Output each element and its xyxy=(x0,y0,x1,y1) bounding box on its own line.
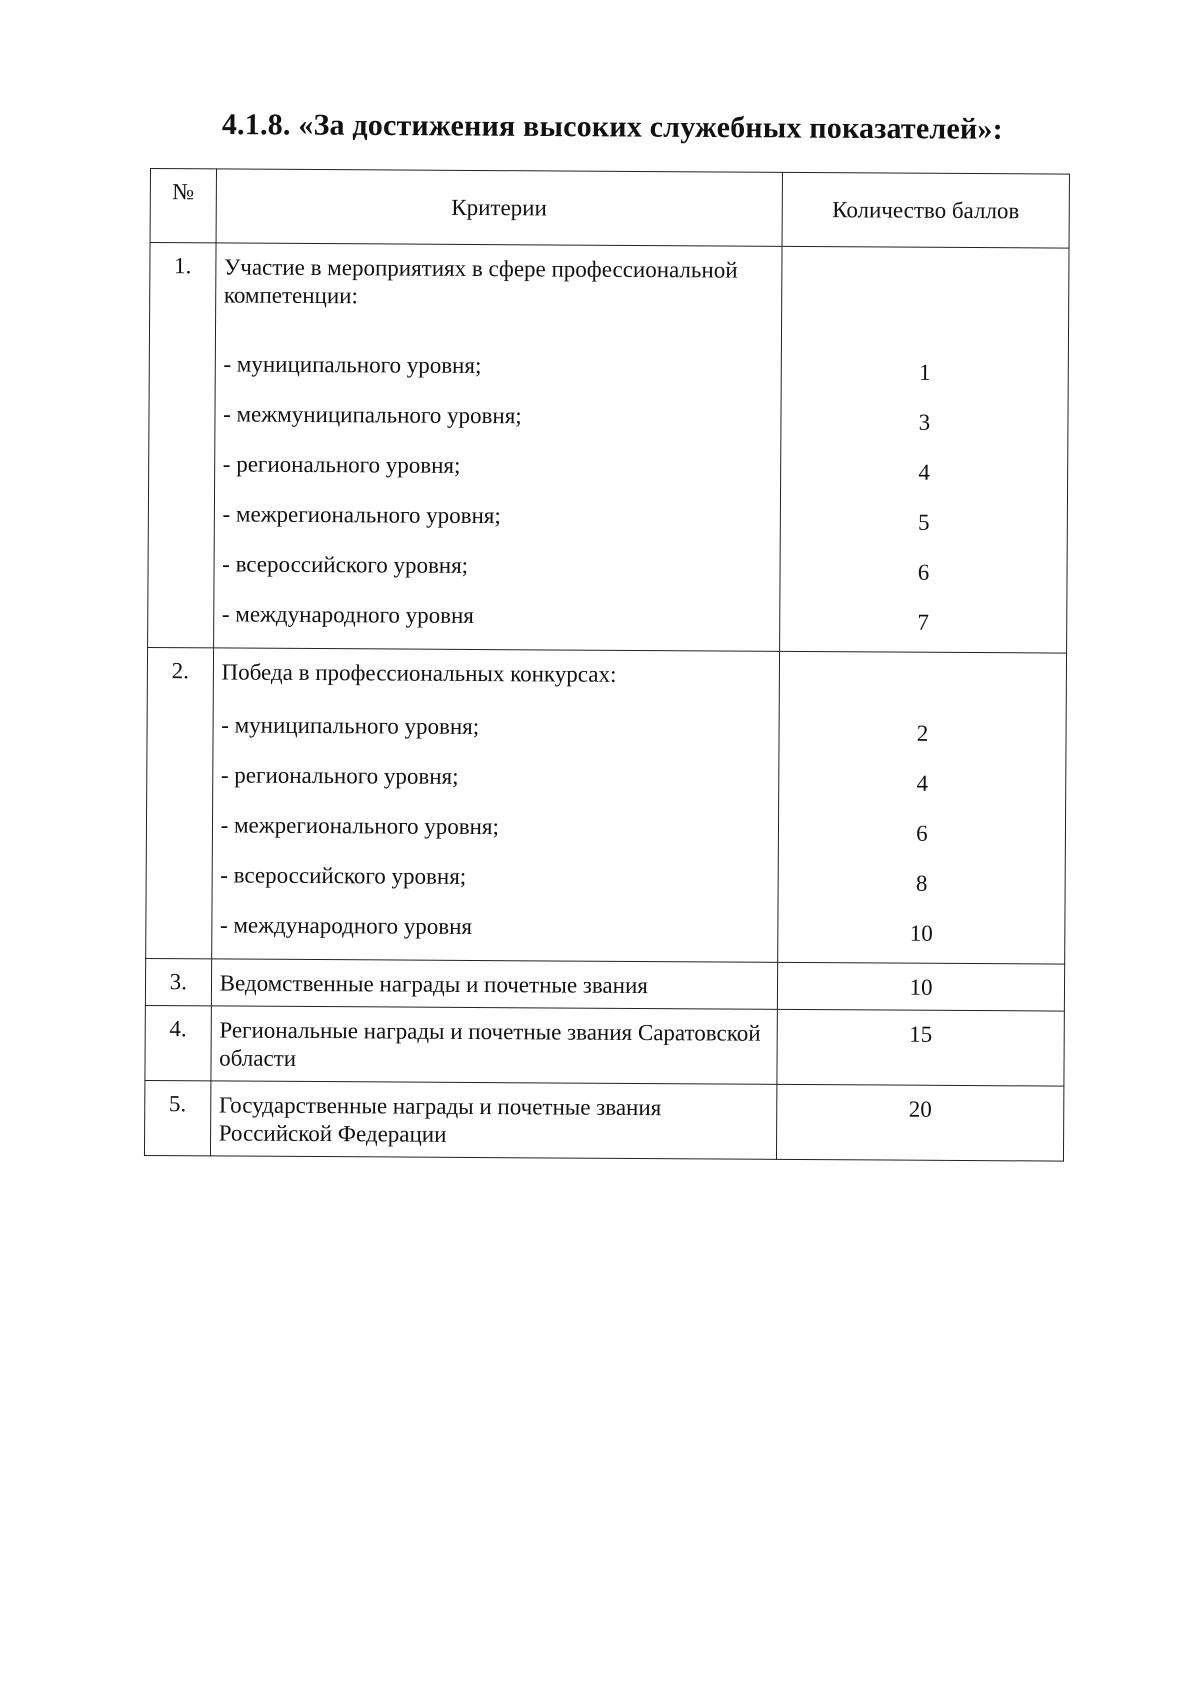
row-points xyxy=(778,651,1067,964)
header-criteria: Критерии xyxy=(216,169,783,246)
points-value: 10 xyxy=(909,920,933,946)
table-row-2 xyxy=(146,647,1067,964)
points-value: 5 xyxy=(918,509,930,535)
criteria-table xyxy=(144,168,1070,1162)
row-title: Участие в мероприятиях в сфере профессиональной компетенции: xyxy=(223,254,738,309)
table-row-1 xyxy=(148,243,1069,654)
row-points: 10 xyxy=(777,962,1064,1011)
criteria-item: - межрегионального уровня; xyxy=(222,501,501,529)
criteria-item: - муниципального уровня; xyxy=(221,712,480,740)
row-criteria xyxy=(211,648,779,962)
row-number: 4. xyxy=(145,1005,211,1080)
row-number: 3. xyxy=(145,958,211,1005)
points-value: 1 xyxy=(918,359,931,385)
criteria-item: - всероссийского уровня; xyxy=(222,551,469,578)
points-value: 3 xyxy=(918,409,931,435)
criteria-item: - регионального уровня; xyxy=(222,451,461,478)
section-heading: 4.1.8. «За достижения высоких служебных показателей»: xyxy=(221,108,1003,146)
row-number: 1. xyxy=(148,243,216,648)
criteria-item: - межмуниципального уровня; xyxy=(223,401,522,429)
header-points: Количество баллов xyxy=(782,172,1069,248)
points-value: 7 xyxy=(917,609,930,635)
table-row-3 xyxy=(145,958,1064,1011)
points-value: 2 xyxy=(916,720,929,746)
row-points: 20 xyxy=(776,1084,1063,1161)
row-criteria: Ведомственные награды и почетные звания xyxy=(211,959,778,1009)
row-points: 15 xyxy=(777,1009,1064,1086)
table-header-row xyxy=(150,169,1069,249)
table-row-5 xyxy=(144,1080,1063,1161)
criteria-item: - международного уровня xyxy=(221,601,474,628)
row-number: 2. xyxy=(146,647,214,958)
criteria-item: - регионального уровня; xyxy=(220,762,459,789)
points-value: 4 xyxy=(916,770,929,796)
row-points xyxy=(780,246,1069,653)
header-number: № xyxy=(150,169,216,243)
row-criteria: Государственные награды и почетные звания Российской Федерации xyxy=(210,1081,777,1159)
points-value: 4 xyxy=(918,459,930,485)
row-criteria xyxy=(213,243,782,651)
criteria-item: - муниципального уровня; xyxy=(223,351,482,379)
row-criteria: Региональные награды и почетные звания Саратовской области xyxy=(211,1006,778,1084)
points-value: 6 xyxy=(916,820,928,846)
points-value: 6 xyxy=(917,559,930,585)
row-title: Победа в профессиональных конкурсах: xyxy=(221,659,617,687)
criteria-table-container xyxy=(144,168,1070,1162)
row-number: 5. xyxy=(144,1080,210,1155)
criteria-item: - международного уровня xyxy=(219,912,473,939)
criteria-item: - всероссийского уровня; xyxy=(220,862,467,889)
table-row-4 xyxy=(145,1005,1064,1086)
criteria-item: - межрегионального уровня; xyxy=(220,812,499,840)
points-value: 8 xyxy=(915,870,928,896)
